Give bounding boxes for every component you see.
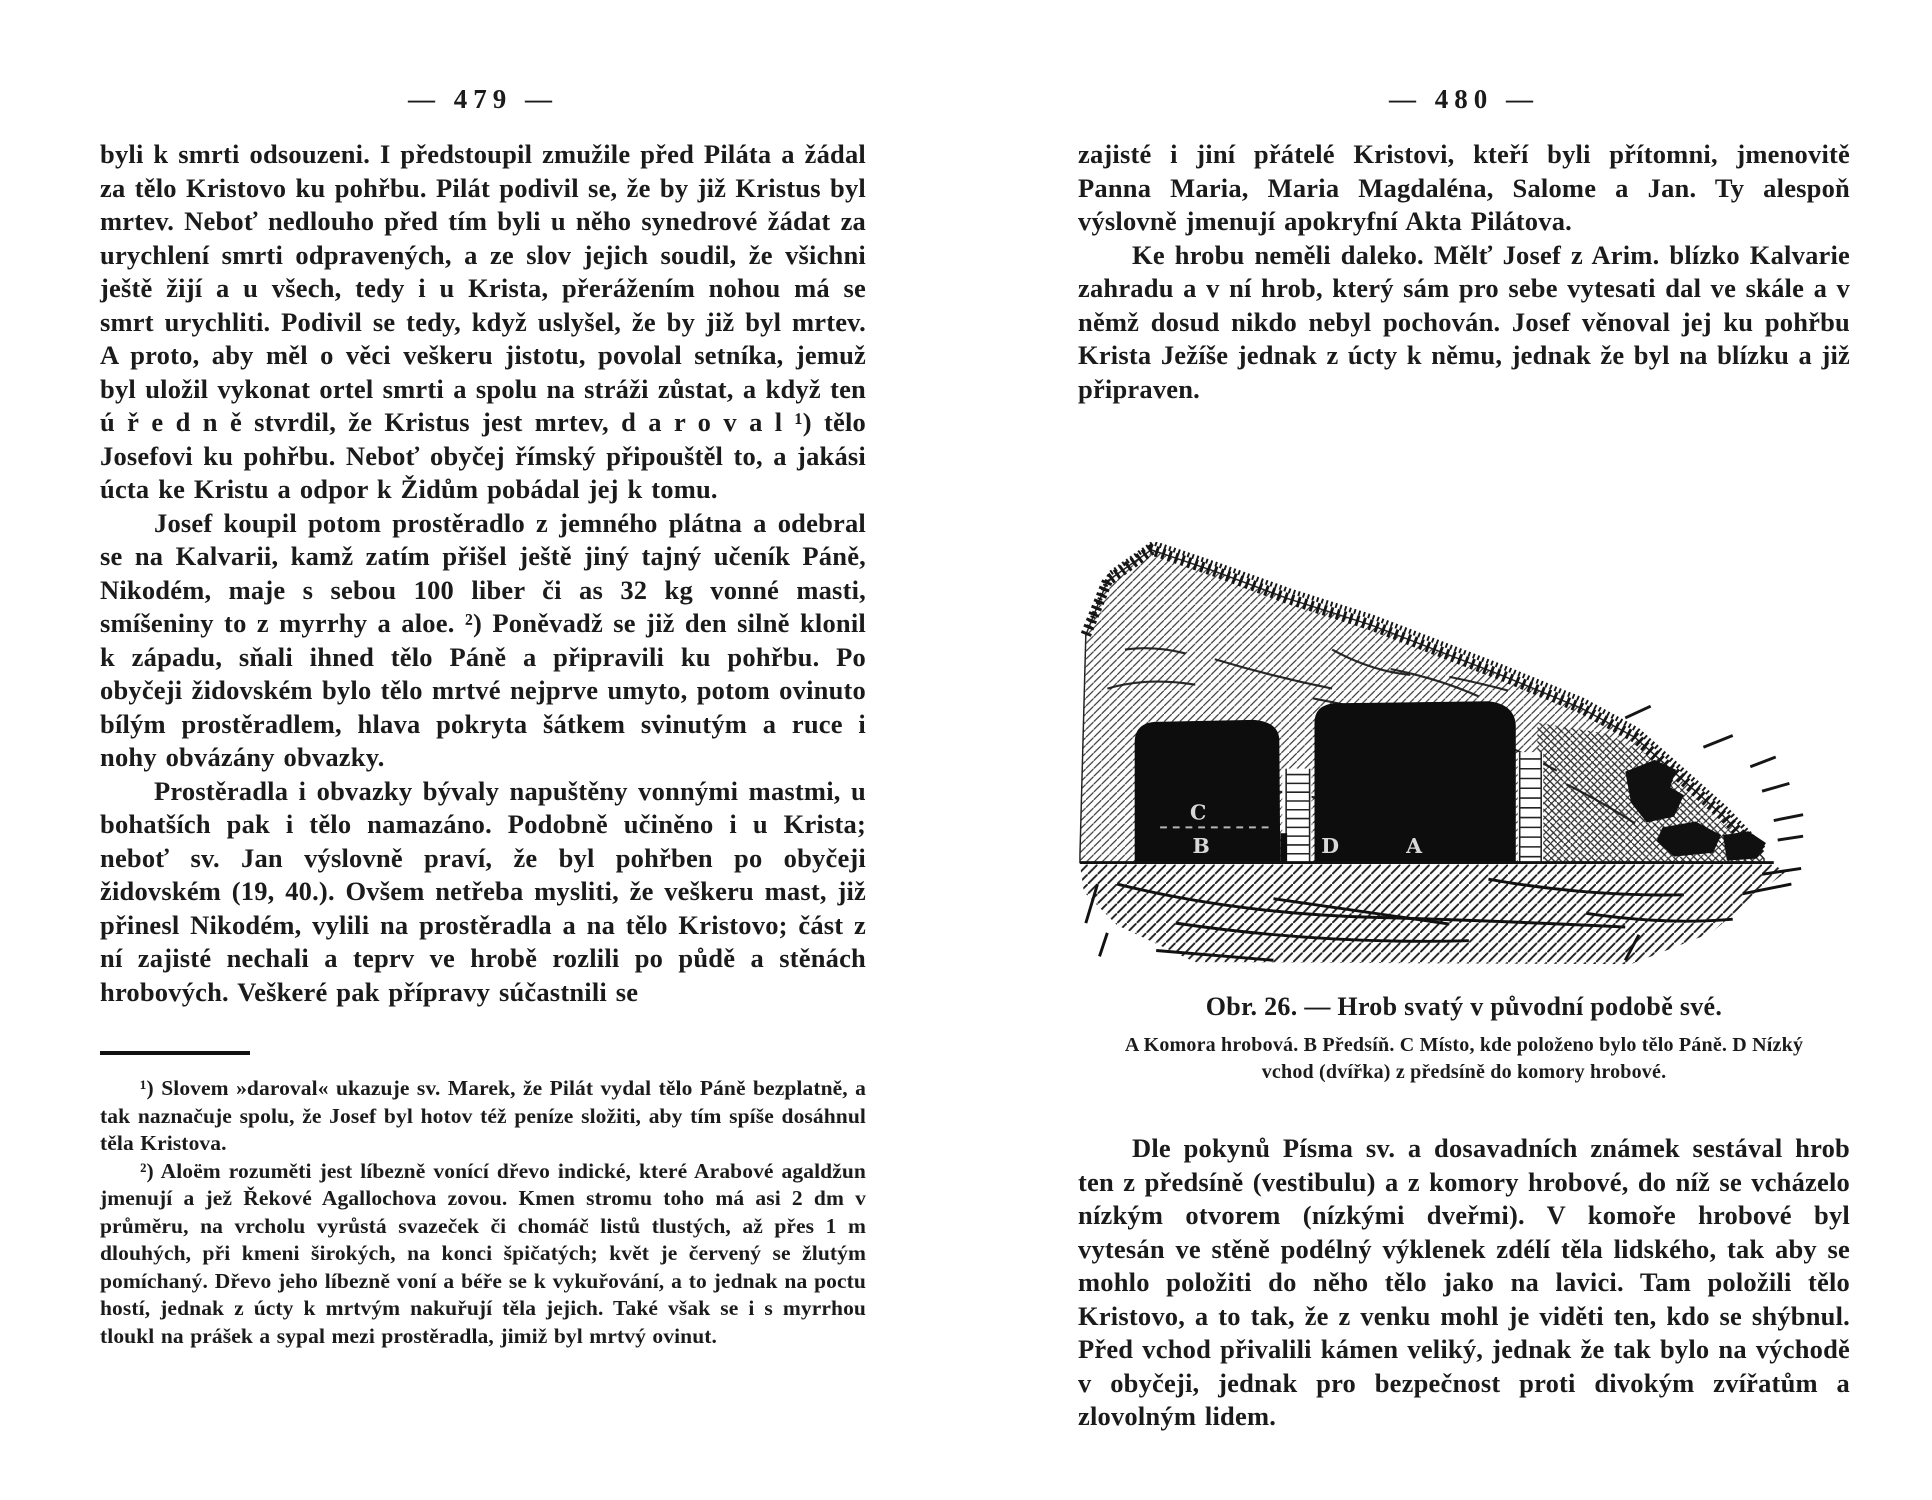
page-left-body — [100, 138, 866, 1350]
scale-rod-right — [1518, 752, 1543, 861]
paragraph: zajisté i jiní přátelé Kristovi, kteří byli přítomni, jmenovitě Panna Maria, Maria Magdaléna, Salome a Jan. Ty alespoň výslovně jmenují apokryfní Akta Pilátova. — [1078, 139, 1850, 236]
footnote: ²) Aloëm rozuměti jest líbezně vonící dřevo indické, které Arabové agaldžun jmenují a jež Řekové Agallochova zovou. Kmen stromu toho má asi 2 dm v průměru, na vrcholu vyrůstá svazeček či chomáč listů tlustých, až přes 1 m dlouhých, při kmeni širokých, na konci špičatých; květ je červený se žlutým pomíchaný. Dřevo jeho líbezně voní a béře se k vykuřování, a to jednak na poctu hostí, jednak z úcty k mrtvým nakuřují těla jejich. Také však se i s myrrhou tloukl na prášek a sypal mezi prostěradla, jimiž byl mrtvý ovinut. — [100, 1158, 866, 1348]
tomb-label-d: D — [1321, 833, 1340, 858]
paragraph: Josef koupil potom prostěradlo z jemného plátna a odebral se na Kalvarii, kamž zatím přišel ještě jiný tajný učeník Páně, Nikodém, maje s sebou 100 liber či as 32 kg vonné masti, smíšeniny to z myrrhy a aloe. ²) Poněvadž se již den silně klonil k západu, sňali ihned tělo Páně a připravili ku pohřbu. Po obyčeji židovském bylo tělo mrtvé nejprve umyto, potom ovinuto bílým prostěradlem, hlava pokryta šátkem svinutým a ruce i nohy obvázány obvazky. — [100, 507, 866, 772]
page-number-right: — 480 — — [1389, 84, 1539, 114]
page-number-left: — 479 — — [408, 84, 558, 114]
page-right-body — [1078, 138, 1850, 1434]
paragraph: Dle pokynů Písma sv. a dosavadních známek sestával hrob ten z předsíně (vestibulu) a z komory hrobové, do níž se vcházelo nízkým otvorem (nízkými dveřmi). V komoře hrobové byl vytesán ve stěně podélný výklenek zdélí těla lidského, tak aby se mohlo položiti do něho tělo jako na lavici. Tam položili tělo Kristovo, a to tak, že z venku mohl je viděti ten, kdo se shýbnul. Před vchod přivalili kámen veliký, jednak že tak bylo na východě v obyčeji, jednak pro bezpečnost proti divokým zvířatům a zlovolným lidem. — [1078, 1133, 1850, 1431]
scale-rod-center — [1280, 769, 1311, 862]
tomb-label-b: B — [1192, 833, 1210, 858]
figure-legend: A Komora hrobová. B Předsíň. C Místo, kde položeno bylo tělo Páně. D Nízký vchod (dvířka) z předsíně do komory hrobové. — [1124, 1034, 1804, 1083]
tomb-label-a: A — [1406, 833, 1423, 858]
tomb-engraving-figure — [1078, 542, 1850, 1086]
paragraph: Ke hrobu neměli daleko. Mělť Josef z Arim. blízko Kalvarie zahradu a v ní hrob, který sám pro sebe vytesati dal ve skále a v němž dosud nikdo nebyl pochován. Josef věnoval jej ku pohřbu Krista Ježíše jednak z úcty k němu, jednak že byl na blízku a již připraven. — [1078, 239, 1850, 404]
footnote: ¹) Slovem »daroval« ukazuje sv. Marek, že Pilát vydal tělo Páně bezplatně, a tak naznačuje spolu, že Josef byl hotov též peníze složiti, aby tím spíše dosáhnul těla Kristova. — [100, 1076, 866, 1155]
paragraph: Prostěradla i obvazky bývaly napuštěny vonnými mastmi, u bohatších pak i tělo namazáno. Podobně učiněno i u Krista; neboť sv. Jan výslovně praví, že byl pohřben po obyčeji židovském (19, 40.). Ovšem netřeba mysliti, že veškeru mast, již přinesl Nikodém, vylili na prostěradla a na tělo Kristovo; část z ní zajisté nechali a teprv ve hrobě rozlili po půdě a stěnách hrobových. Veškeré pak přípravy súčastnili se — [100, 775, 866, 1007]
figure-caption: Obr. 26. — Hrob svatý v původní podobě své. — [1205, 992, 1723, 1021]
ground — [1080, 864, 1786, 964]
paragraph: byli k smrti odsouzeni. I předstoupil zmužile před Piláta a žádal za tělo Kristovo ku pohřbu. Pilát podivil se, že by již Kristus byl mrtev. Neboť nedlouho před tím byli u něho synedrové žádat za urychlení smrti odpravených, a ze slov jejich soudil, že všichni ještě žijí a u všech, tedy i u Krista, přerážením nohou má se smrt urychliti. Podivil se tedy, když uslyšel, že by již byl mrtev. A proto, aby měl o věci veškeru jistotu, povolal setníka, jemuž byl uložil vykonat ortel smrti a spolu na stráži zůstat, a když ten ú ř e d n ě stvrdil, že Kristus jest mrtev, d a r o v a l ¹) tělo Josefovi ku pohřbu. Neboť obyčej římský připouštěl to, a jakási úcta ke Kristu a odpor k Židům pobádal jej k tomu. — [100, 139, 866, 504]
tomb-label-c: C — [1190, 800, 1207, 825]
tomb-engraving — [1078, 542, 1850, 972]
footnote-separator — [100, 1051, 250, 1055]
